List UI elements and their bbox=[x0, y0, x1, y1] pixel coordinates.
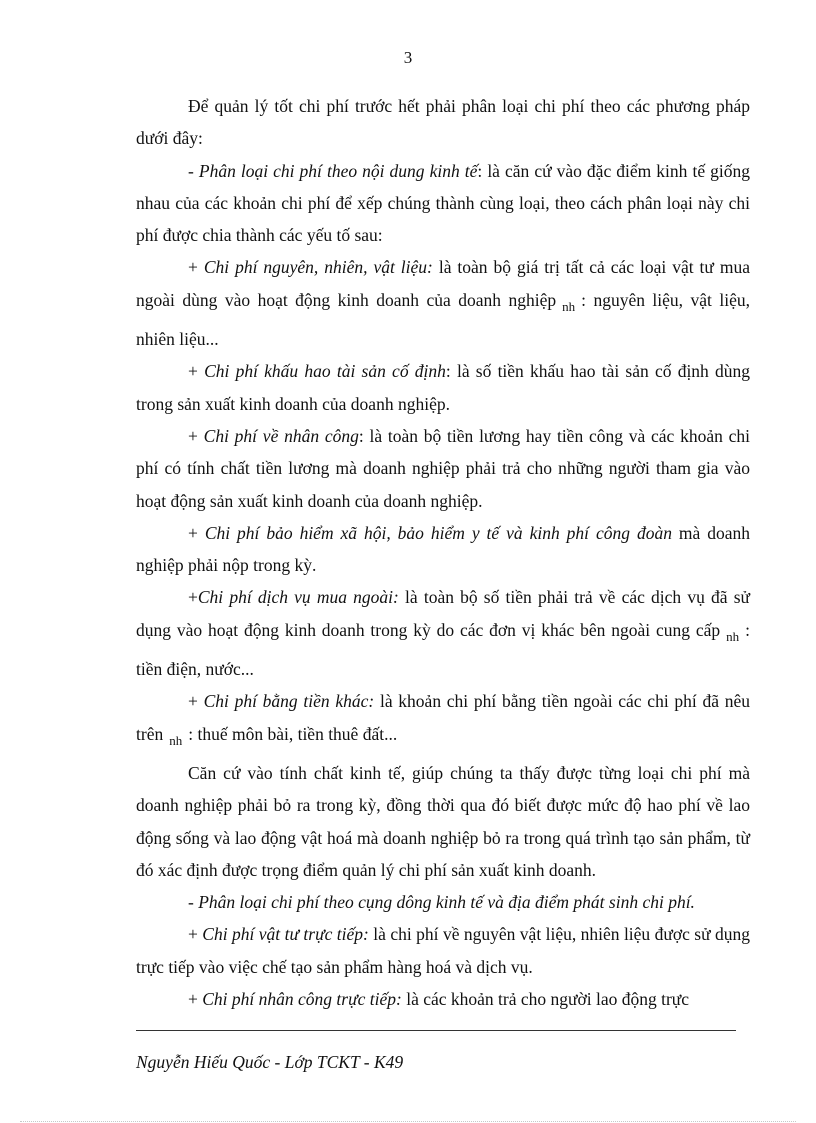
paragraph-term: Phân loại chi phí theo nội dung kinh tế bbox=[198, 160, 478, 181]
paragraph-term: Chi phí bảo hiểm xã hội, bảo hiểm y tế và kinh phí công đoàn bbox=[204, 522, 672, 543]
paragraph-text: là chi phí về nguyên vật liệu, nhiên liệu được sử dụng trực tiếp vào việc chế tạo sản phẩm hàng hoá và dịch vụ. bbox=[136, 924, 750, 977]
abbreviation-mark: nh bbox=[169, 732, 183, 748]
paragraph-term: Chi phí bằng tiền khác: bbox=[203, 691, 375, 712]
paragraph-text: : tiền điện, nước... bbox=[136, 619, 750, 680]
paragraph bbox=[136, 517, 750, 582]
paragraph bbox=[136, 90, 750, 155]
paragraph-text: Để quản lý tốt chi phí trước hết phải phân loại chi phí theo các phương pháp dưới đây: bbox=[136, 96, 750, 149]
paragraph-lead: + bbox=[188, 425, 204, 446]
paragraph bbox=[136, 918, 750, 983]
paragraph-text: : là số tiền khấu hao tài sản cố định dùng trong sản xuất kinh doanh của doanh nghiệp. bbox=[136, 361, 751, 414]
paragraph-lead: + bbox=[188, 257, 204, 278]
paragraph-term: Phân loại chi phí theo cụng dông kinh tế và địa điểm phát sinh chi phí. bbox=[198, 892, 695, 913]
paragraph bbox=[136, 355, 750, 420]
paragraph-lead: + bbox=[188, 924, 203, 945]
paragraph-text: : thuế môn bài, tiền thuê đất... bbox=[188, 723, 398, 744]
document-body bbox=[136, 90, 750, 1015]
paragraph-lead: + bbox=[188, 587, 198, 608]
page-number: 3 bbox=[403, 48, 413, 67]
paragraph-term: Chi phí nhân công trực tiếp: bbox=[202, 989, 402, 1010]
paragraph-text: : nguyên liệu, vật liệu, nhiên liệu... bbox=[136, 289, 750, 350]
paragraph-text: mà doanh nghiệp phải nộp trong kỳ. bbox=[136, 522, 750, 576]
paragraph-text: là toàn bộ số tiền phải trả về các dịch vụ đã sử dụng vào hoạt động kinh doanh trong kỳ do các đơn vị khác bên ngoài cung cấp bbox=[136, 587, 750, 640]
footer-divider bbox=[136, 1030, 736, 1031]
paragraph-text: : là toàn bộ tiền lương hay tiền công và các khoản chi phí có tính chất tiền lương mà doanh nghiệp phải trả cho những người tham gia vào hoạt động sản xuất kinh doanh của doanh nghiệp. bbox=[136, 425, 750, 511]
paragraph bbox=[136, 886, 750, 918]
abbreviation-mark: nh bbox=[726, 628, 740, 644]
paragraph-text: là các khoản trả cho người lao động trực bbox=[401, 989, 690, 1010]
paragraph-term: Chi phí về nhân công bbox=[203, 425, 359, 446]
page-bottom-border bbox=[20, 1121, 796, 1122]
paragraph-term: Chi phí vật tư trực tiếp: bbox=[202, 924, 369, 945]
paragraph-text: Căn cứ vào tính chất kinh tế, giúp chúng ta thấy được từng loại chi phí mà doanh nghiệp phải bỏ ra trong kỳ, đồng thời qua đó biết được mức độ hao phí về lao động sống và lao động vật hoá mà doanh nghiệp bỏ ra trong quá trình tạo sản phẩm, từ đó xác định được trọng điểm quản lý chi phí sản xuất kinh doanh. bbox=[136, 762, 750, 880]
abbreviation-mark: nh bbox=[562, 298, 576, 314]
paragraph bbox=[136, 581, 750, 685]
paragraph bbox=[136, 685, 750, 757]
paragraph-lead: - bbox=[188, 892, 199, 913]
paragraph bbox=[136, 155, 750, 252]
footer-author: Nguyễn Hiếu Quốc - Lớp TCKT - K49 bbox=[136, 1052, 404, 1072]
paragraph-lead: + bbox=[188, 361, 205, 382]
paragraph-text: là toàn bộ giá trị tất cả các loại vật tư mua ngoài dùng vào hoạt động kinh doanh của doanh nghiệp bbox=[136, 257, 750, 310]
paragraph-term: Chi phí nguyên, nhiên, vật liệu: bbox=[203, 257, 433, 278]
paragraph-lead: + bbox=[188, 691, 204, 712]
paragraph-text: : là căn cứ vào đặc điểm kinh tế giống nhau của các khoản chi phí để xếp chúng thành cùng loại, theo cách phân loại này chi phí được chia thành các yếu tố sau: bbox=[136, 160, 750, 246]
paragraph bbox=[136, 757, 750, 886]
paragraph-term: Chi phí dịch vụ mua ngoài: bbox=[197, 587, 399, 608]
paragraph bbox=[136, 983, 750, 1015]
paragraph-lead: + bbox=[188, 522, 205, 543]
paragraph-lead: - bbox=[188, 160, 199, 181]
paragraph-text: là khoản chi phí bằng tiền ngoài các chi phí đã nêu trên bbox=[136, 691, 750, 744]
paragraph bbox=[136, 420, 750, 517]
paragraph bbox=[136, 251, 750, 355]
paragraph-term: Chi phí khấu hao tài sản cố định bbox=[204, 361, 446, 382]
paragraph-lead: + bbox=[188, 989, 203, 1010]
